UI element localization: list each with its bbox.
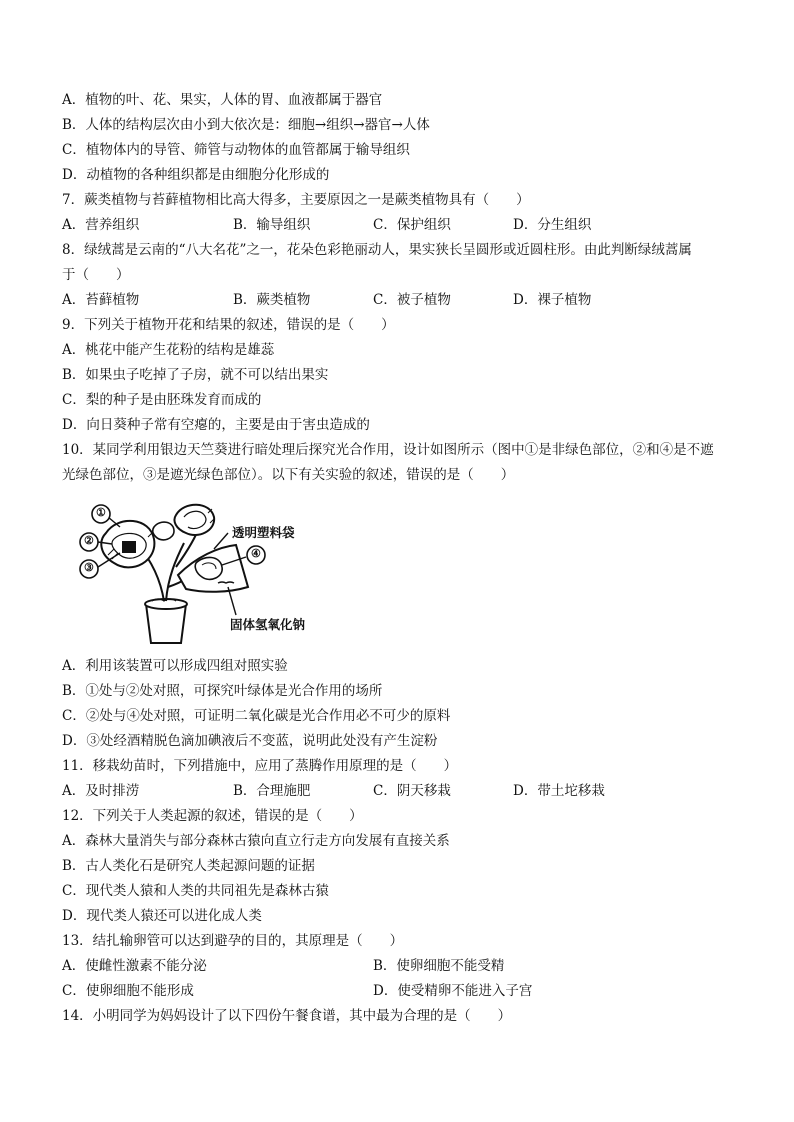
q12-stem: 12．下列关于人类起源的叙述，错误的是（ ） [62,808,363,824]
q9-option-a: A．桃花中能产生花粉的结构是雄蕊 [62,342,275,358]
q10-option-c: C．②处与④处对照，可证明二氧化碳是光合作用必不可少的原料 [62,708,451,724]
q12-option-c: C．现代类人猿和人类的共同祖先是森林古猿 [62,883,329,899]
q8-option-b: B．蕨类植物 [233,292,311,308]
q8-option-a: A．苔藓植物 [62,292,140,308]
q6-option-c: C．植物体内的导管、筛管与动物体的血管都属于输导组织 [62,142,410,158]
q7-option-c: C．保护组织 [373,217,451,233]
q13-option-b: B．使卵细胞不能受精 [373,958,505,974]
q10-option-a: A．利用该装置可以形成四组对照实验 [62,658,288,674]
q13-option-a: A．使雌性激素不能分泌 [62,958,207,974]
q8-option-d: D．裸子植物 [513,292,592,308]
figure-label-1: ① [96,506,106,519]
q13-option-c: C．使卵细胞不能形成 [62,983,194,999]
q12-option-b: B．古人类化石是研究人类起源问题的证据 [62,858,315,874]
q8-stem-line2: 于（ ） [62,267,130,283]
geranium-experiment-figure [68,497,348,647]
q6-option-a: A．植物的叶、花、果实，人体的胃、血液都属于器官 [62,92,383,108]
q6-option-d: D．动植物的各种组织都是由细胞分化形成的 [62,167,330,183]
figure-label-transparent-bag: 透明塑料袋 [232,525,295,540]
q9-option-d: D．向日葵种子常有空瘪的，主要是由于害虫造成的 [62,417,370,433]
figure-label-4: ④ [251,547,261,560]
q10-stem-line2: 光绿色部位，③是遮光绿色部位）。以下有关实验的叙述，错误的是（ ） [62,467,515,483]
q7-option-d: D．分生组织 [513,217,592,233]
q11-option-b: B．合理施肥 [233,783,311,799]
q10-option-d: D．③处经酒精脱色滴加碘液后不变蓝，说明此处没有产生淀粉 [62,733,438,749]
q7-option-b: B．输导组织 [233,217,311,233]
figure-label-3: ③ [84,561,94,574]
q10-option-b: B．①处与②处对照，可探究叶绿体是光合作用的场所 [62,683,383,699]
q12-option-a: A．森林大量消失与部分森林古猿向直立行走方向发展有直接关系 [62,833,450,849]
figure-label-2: ② [84,534,94,547]
q14-stem: 14．小明同学为妈妈设计了以下四份午餐食谱，其中最为合理的是（ ） [62,1008,512,1024]
q7-option-a: A．营养组织 [62,217,140,233]
q11-stem: 11．移栽幼苗时，下列措施中，应用了蒸腾作用原理的是（ ） [62,758,458,774]
geranium-plant-drawing [68,497,348,647]
q6-option-b: B．人体的结构层次由小到大依次是：细胞→组织→器官→人体 [62,117,430,133]
q9-option-c: C．梨的种子是由胚珠发育而成的 [62,392,262,408]
q9-option-b: B．如果虫子吃掉了子房，就不可以结出果实 [62,367,329,383]
q11-option-c: C．阴天移栽 [373,783,451,799]
q10-stem-line1: 10．某同学利用银边天竺葵进行暗处理后探究光合作用，设计如图所示（图中①是非绿色部位，②和④是不遮 [62,442,714,458]
q12-option-d: D．现代类人猿还可以进化成人类 [62,908,262,924]
figure-label-solid-naoh: 固体氢氧化钠 [230,617,306,632]
q7-stem: 7．蕨类植物与苔藓植物相比高大得多，主要原因之一是蕨类植物具有（ ） [62,192,530,208]
q13-stem: 13．结扎输卵管可以达到避孕的目的，其原理是（ ） [62,933,404,949]
q13-option-d: D．使受精卵不能进入子宫 [373,983,533,999]
q8-option-c: C．被子植物 [373,292,451,308]
q11-option-a: A．及时排涝 [62,783,140,799]
q9-stem: 9．下列关于植物开花和结果的叙述，错误的是（ ） [62,317,395,333]
q11-option-d: D．带土坨移栽 [513,783,605,799]
q8-stem-line1: 8．绿绒蒿是云南的“八大名花”之一，花朵色彩艳丽动人，果实狭长呈圆形或近圆柱形。由此判断绿绒蒿属 [62,242,692,258]
